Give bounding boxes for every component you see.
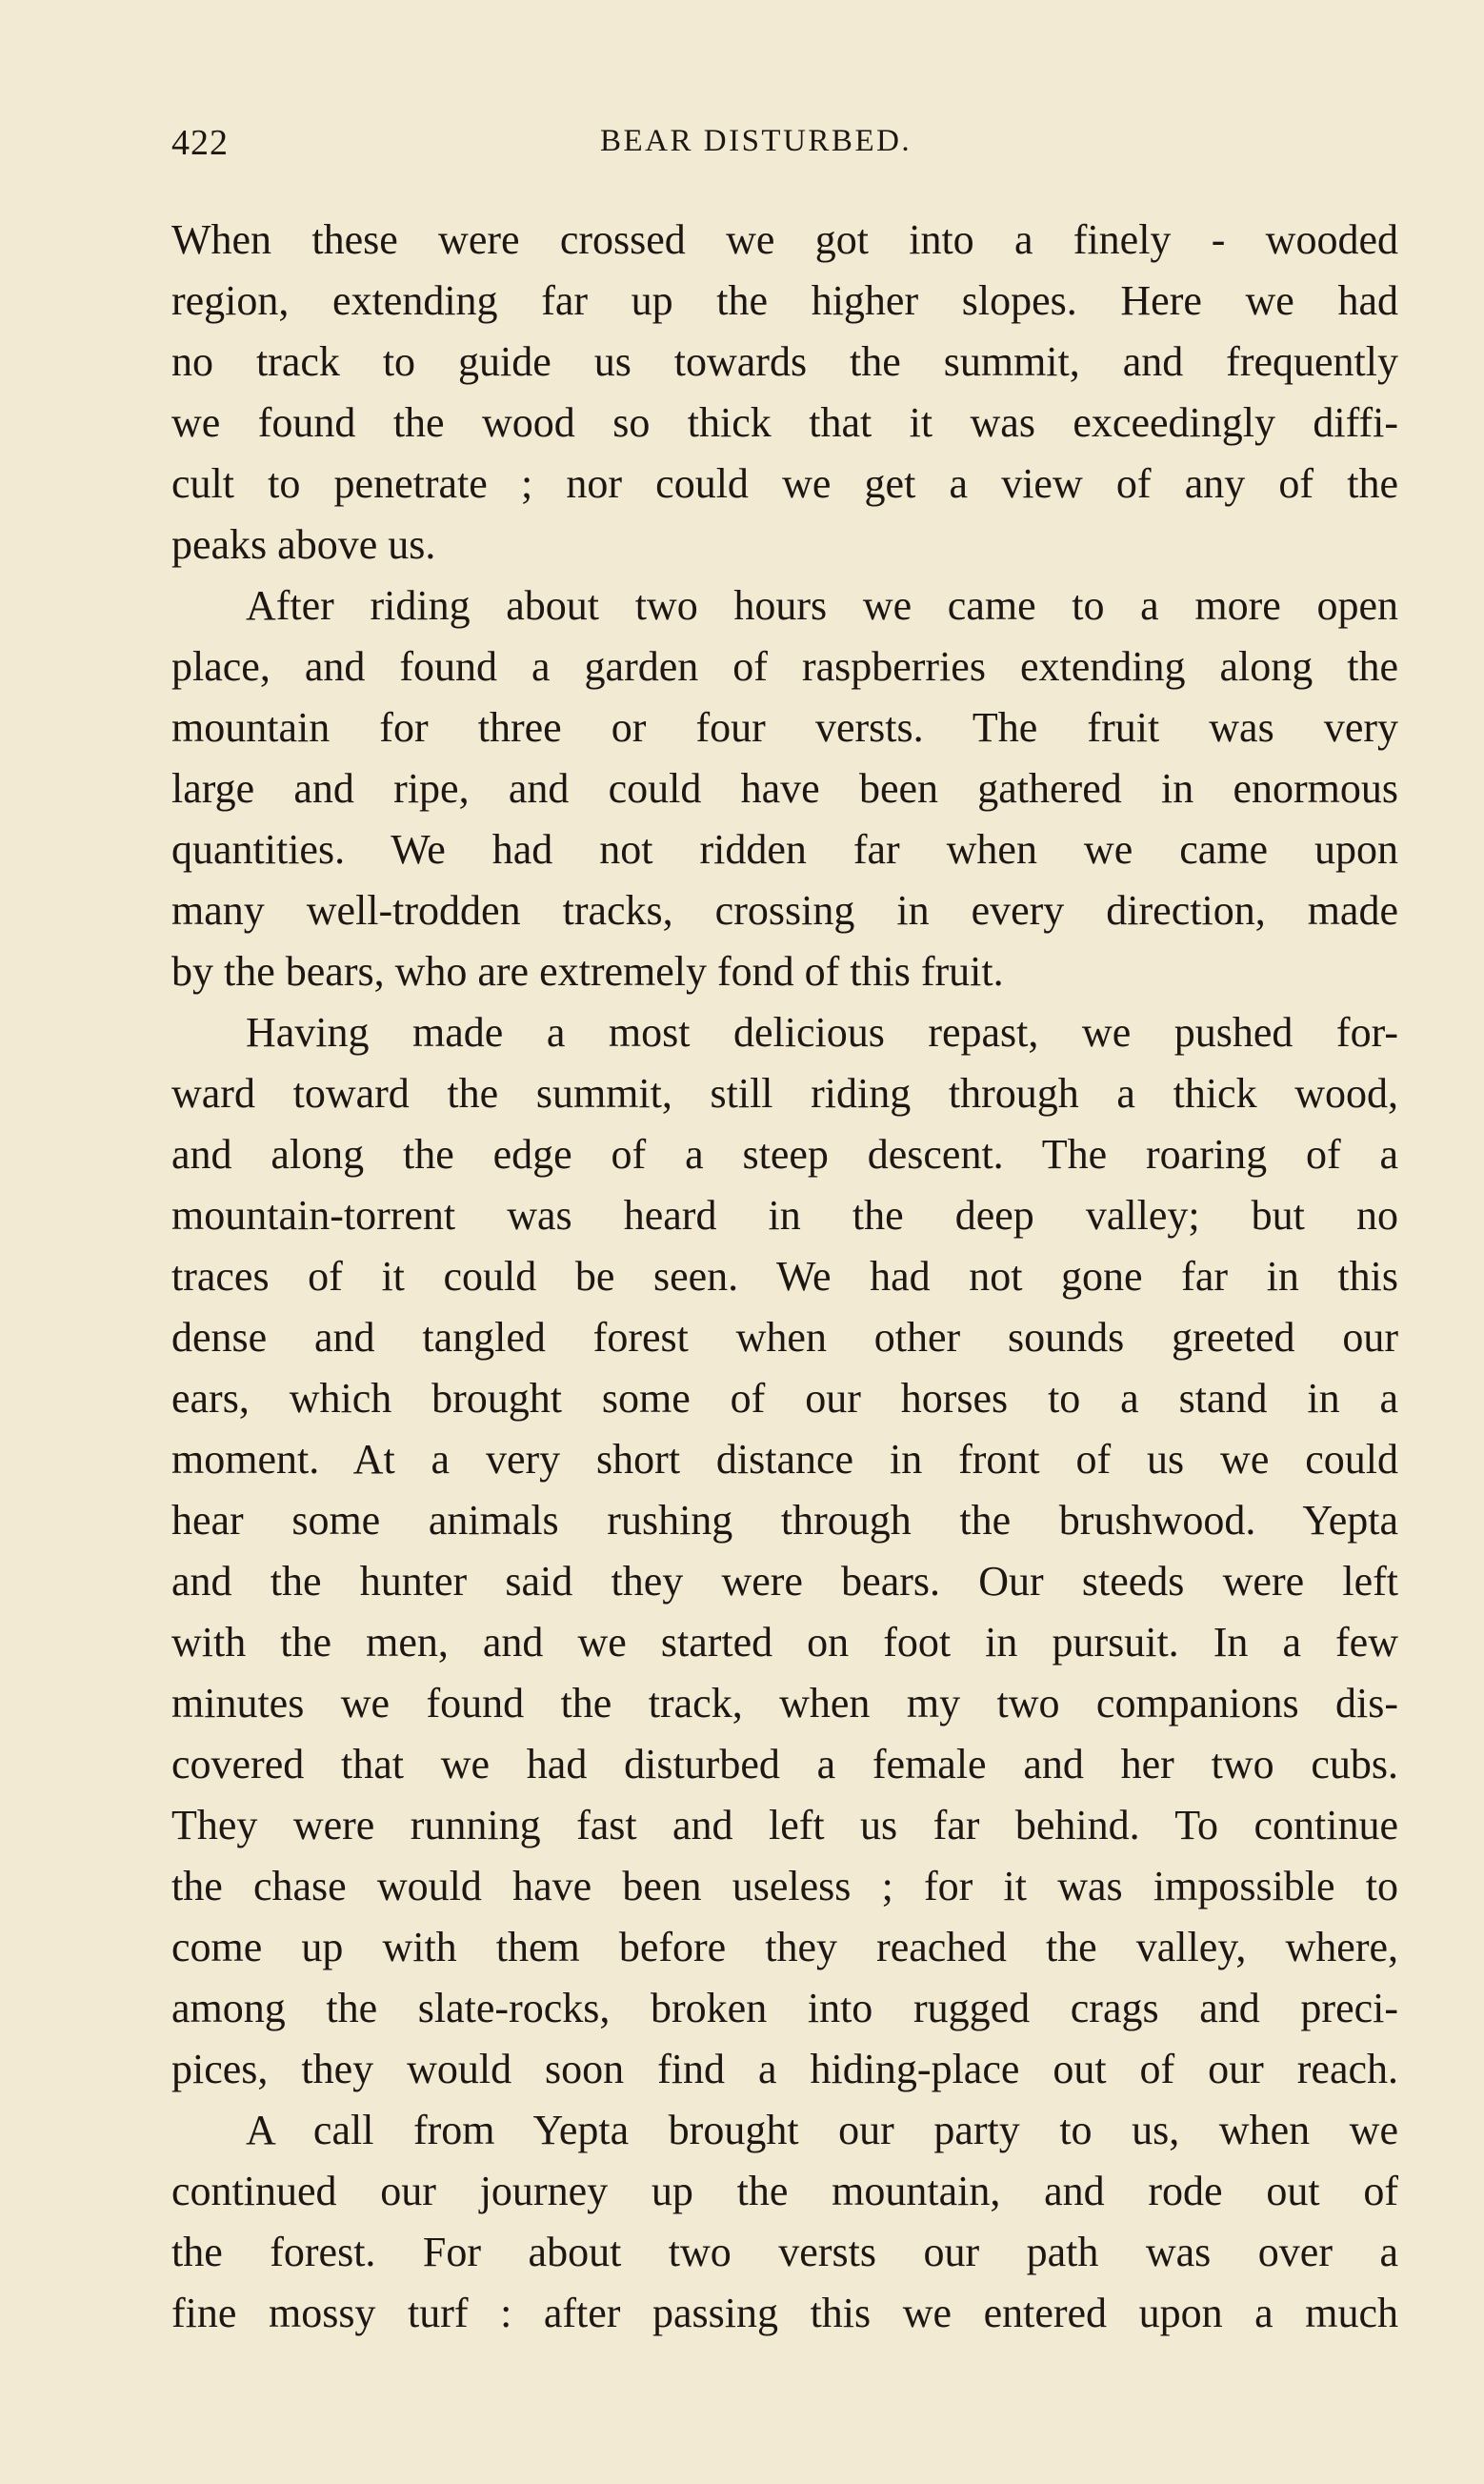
text-line: ward toward the summit, still riding through a thick wood, xyxy=(171,1070,1398,1117)
text-line: cult to penetrate ; nor could we get a view of any of the xyxy=(171,460,1398,507)
text-line: When these were crossed we got into a finely - wooded xyxy=(171,216,1398,263)
text-line: many well-trodden tracks, crossing in every direction, made xyxy=(171,887,1398,934)
text-line: dense and tangled forest when other sounds greeted our xyxy=(171,1314,1398,1361)
text-line: Having made a most delicious repast, we pushed for- xyxy=(246,1009,1398,1056)
text-line: by the bears, who are extremely fond of this fruit. xyxy=(171,948,1004,995)
text-line: fine mossy turf : after passing this we entered upon a much xyxy=(171,2290,1398,2336)
text-line: minutes we found the track, when my two companions dis- xyxy=(171,1680,1398,1727)
text-line: mountain-torrent was heard in the deep valley; but no xyxy=(171,1192,1398,1239)
text-line: and the hunter said they were bears. Our steeds were left xyxy=(171,1558,1398,1605)
page-number: 422 xyxy=(171,123,229,163)
text-line: A call from Yepta brought our party to us, when we xyxy=(246,2107,1398,2153)
text-line: covered that we had disturbed a female and her two cubs. xyxy=(171,1741,1398,1787)
body-text xyxy=(171,210,1398,2344)
text-line: among the slate-rocks, broken into rugged crags and preci- xyxy=(171,1985,1398,2031)
text-line: come up with them before they reached the valley, where, xyxy=(171,1924,1398,1970)
text-line: the forest. For about two versts our path was over a xyxy=(171,2229,1398,2275)
text-line: pices, they would soon find a hiding-place out of our reach. xyxy=(171,2046,1398,2092)
text-line: with the men, and we started on foot in pursuit. In a few xyxy=(171,1619,1398,1666)
page-header xyxy=(171,122,1398,170)
text-line: ears, which brought some of our horses to a stand in a xyxy=(171,1375,1398,1422)
text-line: quantities. We had not ridden far when we came upon xyxy=(171,826,1398,873)
text-line: moment. At a very short distance in front of us we could xyxy=(171,1436,1398,1483)
text-line: hear some animals rushing through the brushwood. Yepta xyxy=(171,1497,1398,1544)
text-line: place, and found a garden of raspberries extending along the xyxy=(171,643,1398,690)
text-line: traces of it could be seen. We had not gone far in this xyxy=(171,1253,1398,1300)
text-line: continued our journey up the mountain, and rode out of xyxy=(171,2168,1398,2214)
text-line: and along the edge of a steep descent. The roaring of a xyxy=(171,1131,1398,1178)
text-line: we found the wood so thick that it was exceedingly diffi- xyxy=(171,399,1398,446)
text-line: large and ripe, and could have been gathered in enormous xyxy=(171,765,1398,812)
text-line: no track to guide us towards the summit, and frequently xyxy=(171,338,1398,385)
text-line: They were running fast and left us far behind. To continue xyxy=(171,1802,1398,1848)
text-line: After riding about two hours we came to a more open xyxy=(246,582,1398,629)
text-line: mountain for three or four versts. The fruit was very xyxy=(171,704,1398,751)
text-line: peaks above us. xyxy=(171,521,436,568)
running-head: BEAR DISTURBED. xyxy=(600,124,912,158)
text-line: region, extending far up the higher slopes. Here we had xyxy=(171,277,1398,324)
text-line: the chase would have been useless ; for it was impossible to xyxy=(171,1863,1398,1909)
